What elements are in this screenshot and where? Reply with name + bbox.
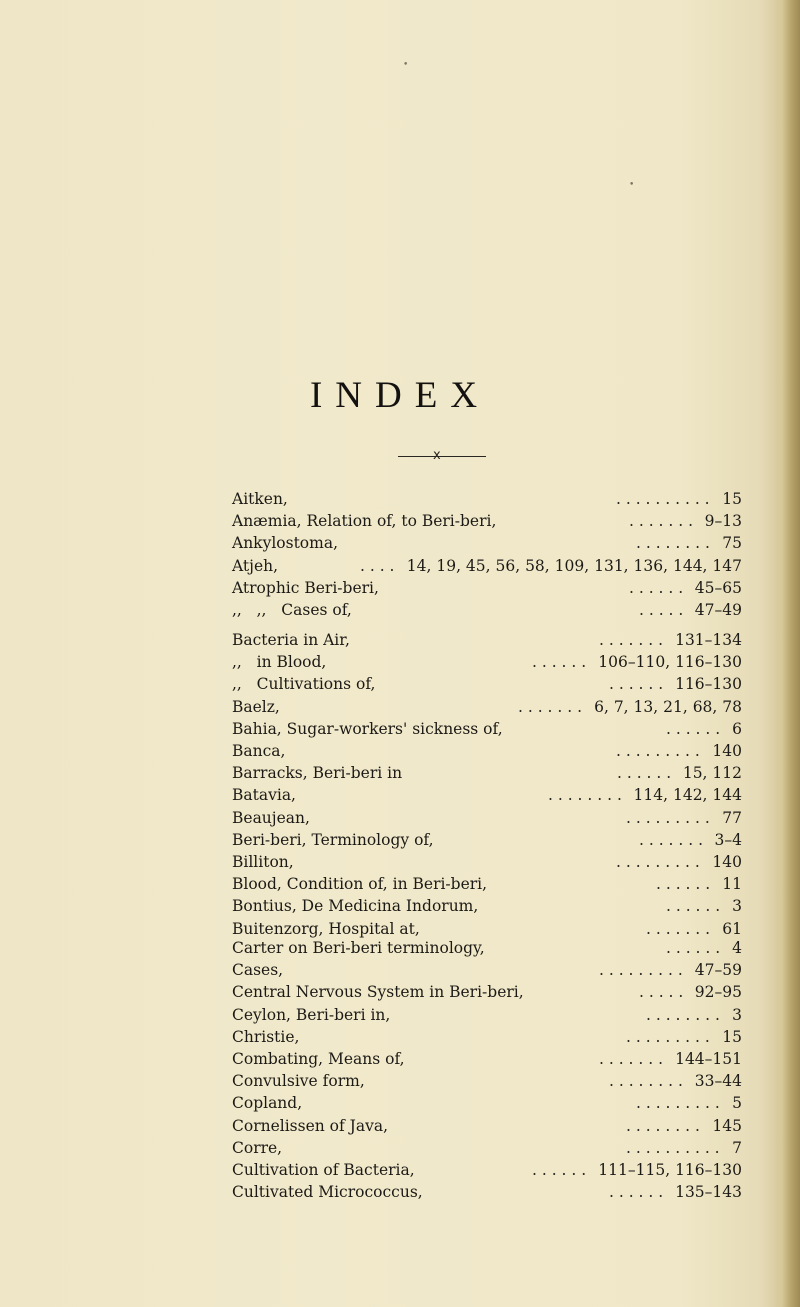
- entry-page-numbers: 3: [732, 1005, 742, 1024]
- dot-leader: . . . . . . . .: [609, 1072, 683, 1091]
- entry-label: Banca,: [232, 742, 286, 760]
- entry-label: ,, Cultivations of,: [232, 675, 376, 694]
- dot-leader: . . . . . . . .: [626, 1116, 700, 1135]
- entry-page-numbers: 61: [722, 919, 742, 938]
- index-entry: [232, 510, 742, 532]
- dot-leader: . . . . . . . .: [646, 1005, 720, 1024]
- entry-page-numbers: 47–59: [694, 961, 742, 980]
- entry-label: Beaujean,: [232, 808, 310, 827]
- dot-leader: . . . . . .: [617, 764, 672, 783]
- entry-page-numbers: 116–130: [675, 675, 742, 694]
- entry-page-numbers: 33–44: [694, 1072, 742, 1091]
- dot-leader: . . . . . . . .: [636, 534, 710, 553]
- entry-label: Bahia, Sugar-workers' sickness of,: [232, 719, 503, 738]
- entry-label: Cultivation of Bacteria,: [232, 1161, 415, 1179]
- index-entry: [232, 629, 742, 651]
- entry-page-numbers: 6, 7, 13, 21, 68, 78: [594, 697, 742, 716]
- entry-page-numbers: 114, 142, 144: [633, 786, 742, 805]
- index-entry: [232, 555, 742, 577]
- entry-label: Atrophic Beri-beri,: [232, 578, 379, 597]
- dot-leader: . . . .: [360, 556, 395, 575]
- index-entry: [232, 937, 742, 959]
- dot-leader: . . . . . . . . .: [626, 808, 710, 827]
- entry-page-numbers: 92–95: [694, 983, 742, 1002]
- index-entry: [232, 1181, 742, 1203]
- dot-leader: . . . . . .: [609, 675, 664, 694]
- index-entry: [232, 1159, 742, 1181]
- index-entry: [232, 577, 742, 599]
- index-entry: [232, 1004, 742, 1026]
- index-entry: [232, 851, 742, 873]
- page-title: INDEX: [309, 375, 491, 416]
- entry-page-numbers: 135–143: [675, 1183, 742, 1202]
- entry-label: Corre,: [232, 1138, 283, 1157]
- entry-page-numbers: 11: [722, 875, 742, 894]
- index-entry: [232, 718, 742, 740]
- index-entry: [232, 807, 742, 829]
- dot-leader: . . . . . .: [666, 719, 721, 738]
- entry-page-numbers: 140: [712, 853, 742, 871]
- entry-page-numbers: 106–110, 116–130: [598, 653, 742, 672]
- index-entry: [232, 696, 742, 718]
- entry-page-numbers: 131–134: [675, 631, 742, 649]
- index-entry: [232, 673, 742, 695]
- entry-label: ,, in Blood,: [232, 653, 327, 672]
- dot-leader: . . . . . . . . .: [599, 961, 683, 980]
- index-entry: [232, 599, 742, 621]
- entry-label: Anæmia, Relation of, to Beri-beri,: [232, 512, 497, 531]
- index-entry: [232, 740, 742, 762]
- entry-label: Convulsive form,: [232, 1072, 365, 1091]
- dot-leader: . . . . . . .: [639, 830, 704, 849]
- dot-leader: . . . . . .: [532, 1161, 587, 1179]
- entry-label: Baelz,: [232, 697, 280, 716]
- dot-leader: . . . . . . . . .: [636, 1094, 720, 1113]
- index-entry: [232, 1048, 742, 1070]
- dot-leader: . . . . . . . . .: [616, 742, 700, 760]
- index-entry: [232, 895, 742, 917]
- entry-label: Atjeh,: [232, 556, 279, 575]
- entry-label: Batavia,: [232, 786, 296, 805]
- entry-page-numbers: 144–151: [675, 1050, 742, 1068]
- dot-leader: . . . . . . .: [629, 512, 694, 531]
- index-entry: [232, 829, 742, 851]
- entry-label: Blood, Condition of, in Beri-beri,: [232, 875, 488, 894]
- stray-mark: •: [403, 60, 409, 70]
- index-entry: [232, 762, 742, 784]
- entry-label: Cornelissen of Java,: [232, 1116, 389, 1135]
- index-entry: [232, 784, 742, 806]
- entry-label: Ceylon, Beri-beri in,: [232, 1005, 391, 1024]
- entry-label: Carter on Beri-beri terminology,: [232, 939, 485, 957]
- entry-label: Central Nervous System in Beri-beri,: [232, 983, 524, 1002]
- entry-label: Aitken,: [232, 490, 288, 508]
- stray-mark: •: [629, 180, 635, 190]
- entry-page-numbers: 3–4: [714, 830, 742, 849]
- entry-label: Copland,: [232, 1094, 303, 1113]
- entry-label: Barracks, Beri-beri in: [232, 764, 403, 783]
- divider-ornament: x: [433, 448, 441, 463]
- entry-page-numbers: 7: [732, 1138, 742, 1157]
- entry-page-numbers: 15: [722, 1027, 742, 1046]
- dot-leader: . . . . . . . . .: [626, 1027, 710, 1046]
- dot-leader: . . . . . . .: [599, 1050, 664, 1068]
- index-entry: [232, 873, 742, 895]
- index-entry: [232, 1070, 742, 1092]
- entry-label: Bacteria in Air,: [232, 631, 350, 649]
- dot-leader: . . . . . .: [656, 875, 711, 894]
- entry-page-numbers: 75: [722, 534, 742, 553]
- entry-label: Billiton,: [232, 853, 294, 871]
- index-entry: [232, 1137, 742, 1159]
- index-entry: [232, 488, 742, 510]
- index-entry: [232, 532, 742, 554]
- dot-leader: . . . . . . .: [599, 631, 664, 649]
- index-entry: [232, 1026, 742, 1048]
- entry-label: Buitenzorg, Hospital at,: [232, 919, 420, 938]
- entry-label: Cases,: [232, 961, 284, 980]
- entry-page-numbers: 9–13: [704, 512, 742, 531]
- dot-leader: . . . . . .: [629, 578, 684, 597]
- index-entry: [232, 651, 742, 673]
- entry-page-numbers: 14, 19, 45, 56, 58, 109, 131, 136, 144, 147: [406, 556, 742, 575]
- entry-page-numbers: 4: [732, 939, 742, 957]
- dot-leader: . . . . . .: [666, 939, 721, 957]
- entry-page-numbers: 47–49: [694, 601, 742, 619]
- dot-leader: . . . . . . . . . .: [626, 1138, 720, 1157]
- entry-label: Combating, Means of,: [232, 1050, 405, 1068]
- dot-leader: . . . . . .: [532, 653, 587, 672]
- entry-label: Christie,: [232, 1027, 300, 1046]
- dot-leader: . . . . . .: [666, 897, 721, 916]
- entry-page-numbers: 3: [732, 897, 742, 916]
- index-entry: [232, 1115, 742, 1137]
- entry-page-numbers: 45–65: [694, 578, 742, 597]
- entry-label: Ankylostoma,: [232, 534, 338, 553]
- entry-page-numbers: 15, 112: [682, 764, 742, 783]
- dot-leader: . . . . .: [639, 601, 684, 619]
- entry-page-numbers: 77: [722, 808, 742, 827]
- index-entry: [232, 959, 742, 981]
- entry-page-numbers: 140: [712, 742, 742, 760]
- dot-leader: . . . . .: [639, 983, 684, 1002]
- entry-page-numbers: 111–115, 116–130: [598, 1161, 742, 1179]
- entry-page-numbers: 15: [722, 490, 742, 508]
- dot-leader: . . . . . . . . . .: [616, 490, 710, 508]
- entry-label: Bontius, De Medicina Indorum,: [232, 897, 479, 916]
- index-entry: [232, 1092, 742, 1114]
- entry-page-numbers: 5: [732, 1094, 742, 1113]
- entry-label: ,, ,, Cases of,: [232, 601, 352, 619]
- dot-leader: . . . . . .: [609, 1183, 664, 1202]
- entry-label: Beri-beri, Terminology of,: [232, 830, 434, 849]
- dot-leader: . . . . . . .: [518, 697, 583, 716]
- dot-leader: . . . . . . . .: [548, 786, 622, 805]
- entry-label: Cultivated Micrococcus,: [232, 1183, 423, 1202]
- index-entry: [232, 981, 742, 1003]
- entry-page-numbers: 6: [732, 719, 742, 738]
- entry-page-numbers: 145: [712, 1116, 742, 1135]
- dot-leader: . . . . . . .: [646, 919, 711, 938]
- dot-leader: . . . . . . . . .: [616, 853, 700, 871]
